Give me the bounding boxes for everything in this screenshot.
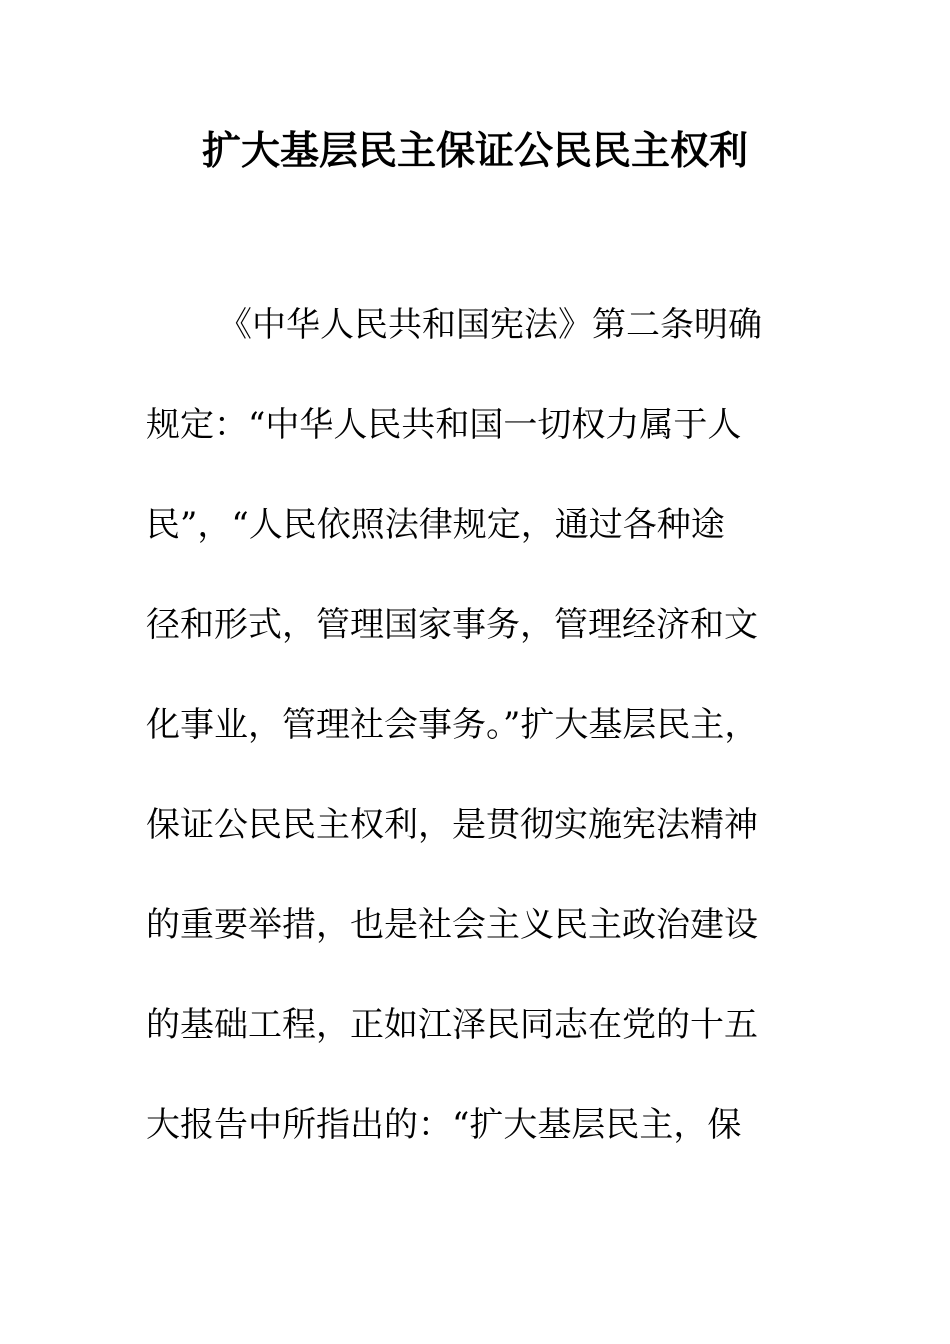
- paragraph-line: 大报告中所指出的：“扩大基层民主，保: [146, 1105, 742, 1145]
- paragraph-line: 民”，“人民依照法律规定，通过各种途: [146, 505, 725, 545]
- paragraph-line: 的重要举措，也是社会主义民主政治建设: [146, 905, 758, 945]
- paragraph-line: 的基础工程，正如江泽民同志在党的十五: [146, 1005, 758, 1045]
- paragraph-line: 径和形式，管理国家事务，管理经济和文: [146, 605, 758, 645]
- paragraph-line: 《中华人民共和国宪法》第二条明确: [218, 305, 762, 345]
- paragraph-line: 保证公民民主权利，是贯彻实施宪法精神: [146, 805, 758, 845]
- paragraph-line: 化事业，管理社会事务。”扩大基层民主，: [146, 705, 759, 745]
- document-title: 扩大基层民主保证公民民主权利: [201, 128, 748, 174]
- paragraph-line: 规定：“中华人民共和国一切权力属于人: [146, 405, 742, 445]
